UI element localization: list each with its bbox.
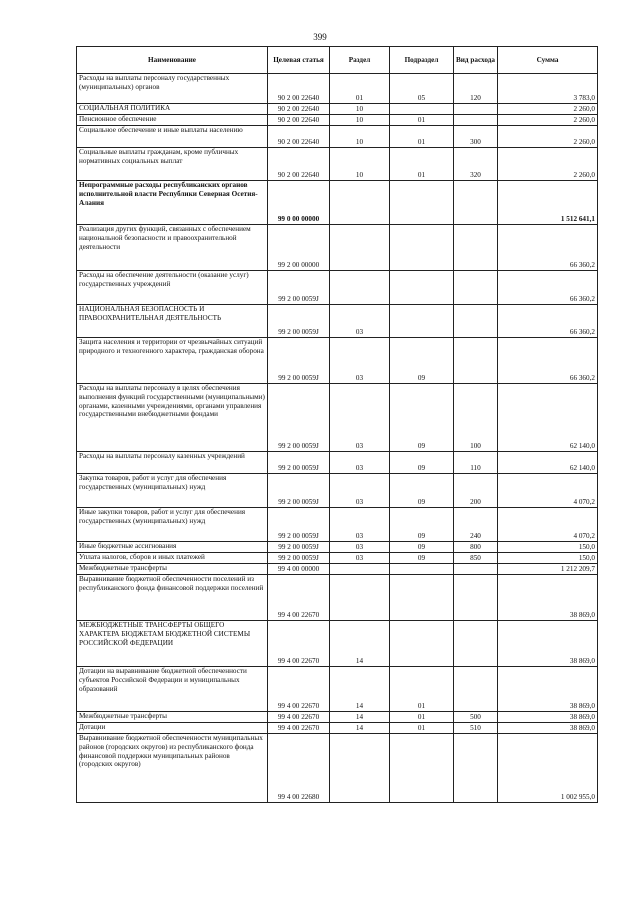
row-sum: 2 260,0 [498, 104, 598, 115]
row-type [454, 181, 498, 225]
row-name: Уплата налогов, сборов и иных платежей [77, 553, 268, 564]
row-type [454, 338, 498, 384]
row-section: 10 [330, 115, 390, 126]
row-target: 99 4 00 22670 [268, 723, 330, 734]
row-type [454, 621, 498, 667]
row-sum: 38 869,0 [498, 667, 598, 712]
table-row [77, 104, 598, 115]
row-section [330, 564, 390, 575]
header-subsection: Подраздел [390, 47, 454, 74]
row-type [454, 667, 498, 712]
row-type: 500 [454, 712, 498, 723]
row-type: 850 [454, 553, 498, 564]
row-sum: 1 512 641,1 [498, 181, 598, 225]
row-name: Защита населения и территории от чрезвычайных ситуаций природного и техногенного характера, гражданская оборона [77, 338, 268, 384]
row-sum: 38 869,0 [498, 621, 598, 667]
row-target: 90 2 00 22640 [268, 115, 330, 126]
row-name: Социальное обеспечение и иные выплаты населению [77, 126, 268, 148]
budget-table [76, 46, 598, 803]
row-subsection: 09 [390, 474, 454, 508]
row-section: 03 [330, 508, 390, 542]
table-row [77, 452, 598, 474]
header-section: Раздел [330, 47, 390, 74]
row-subsection: 01 [390, 126, 454, 148]
row-section: 03 [330, 338, 390, 384]
row-sum: 66 360,2 [498, 305, 598, 338]
row-target: 99 2 00 00000 [268, 225, 330, 271]
row-name: Иные закупки товаров, работ и услуг для обеспечения государственных (муниципальных) нужд [77, 508, 268, 542]
header-target-article: Целевая статья [268, 47, 330, 74]
table-row [77, 74, 598, 104]
table-row [77, 474, 598, 508]
row-sum: 1 002 955,0 [498, 734, 598, 803]
table-row [77, 338, 598, 384]
row-sum: 62 140,0 [498, 452, 598, 474]
row-subsection: 09 [390, 542, 454, 553]
row-subsection: 09 [390, 452, 454, 474]
row-type: 200 [454, 474, 498, 508]
row-subsection [390, 271, 454, 305]
row-section: 10 [330, 148, 390, 181]
row-subsection [390, 734, 454, 803]
header-name: Наименование [77, 47, 268, 74]
row-type [454, 271, 498, 305]
row-section: 10 [330, 104, 390, 115]
row-target: 90 2 00 22640 [268, 126, 330, 148]
row-target: 99 4 00 22670 [268, 621, 330, 667]
row-subsection [390, 564, 454, 575]
table-row [77, 564, 598, 575]
row-section: 03 [330, 305, 390, 338]
row-target: 99 2 00 0059J [268, 384, 330, 452]
row-type [454, 575, 498, 621]
row-subsection [390, 181, 454, 225]
row-section [330, 181, 390, 225]
row-section [330, 271, 390, 305]
row-type: 300 [454, 126, 498, 148]
row-type [454, 734, 498, 803]
row-section [330, 575, 390, 621]
row-subsection: 09 [390, 338, 454, 384]
row-subsection: 09 [390, 384, 454, 452]
row-name: МЕЖБЮДЖЕТНЫЕ ТРАНСФЕРТЫ ОБЩЕГО ХАРАКТЕРА БЮДЖЕТАМ БЮДЖЕТНОЙ СИСТЕМЫ РОССИЙСКОЙ ФЕДЕРАЦИИ [77, 621, 268, 667]
table-header-row [77, 47, 598, 74]
row-section: 03 [330, 542, 390, 553]
row-name: Расходы на выплаты персоналу в целях обеспечения выполнения функций государственными (муниципальными) органами, казенными учреждениями, органами управления государственными внебюджетными фондами [77, 384, 268, 452]
row-sum: 38 869,0 [498, 712, 598, 723]
row-target: 99 4 00 22670 [268, 712, 330, 723]
row-section: 03 [330, 553, 390, 564]
row-type: 100 [454, 384, 498, 452]
table-row [77, 115, 598, 126]
table-row [77, 384, 598, 452]
row-sum: 62 140,0 [498, 384, 598, 452]
row-name: Иные бюджетные ассигнования [77, 542, 268, 553]
row-type: 120 [454, 74, 498, 104]
row-sum: 66 360,2 [498, 338, 598, 384]
row-section: 03 [330, 384, 390, 452]
row-type: 510 [454, 723, 498, 734]
row-subsection [390, 621, 454, 667]
row-target: 99 2 00 0059J [268, 305, 330, 338]
row-type [454, 115, 498, 126]
row-target: 99 2 00 0059J [268, 508, 330, 542]
row-sum: 2 260,0 [498, 126, 598, 148]
row-section: 01 [330, 74, 390, 104]
row-subsection [390, 104, 454, 115]
row-subsection: 09 [390, 508, 454, 542]
row-sum: 3 783,0 [498, 74, 598, 104]
row-name: Непрограммные расходы республиканских органов исполнительной власти Республики Северная Осетия-Алания [77, 181, 268, 225]
row-name: Межбюджетные трансферты [77, 712, 268, 723]
row-target: 90 2 00 22640 [268, 74, 330, 104]
table-row [77, 225, 598, 271]
row-name: Пенсионное обеспечение [77, 115, 268, 126]
row-name: Реализация других функций, связанных с обеспечением национальной безопасности и правоохранительной деятельности [77, 225, 268, 271]
row-type [454, 225, 498, 271]
row-section: 10 [330, 126, 390, 148]
row-name: СОЦИАЛЬНАЯ ПОЛИТИКА [77, 104, 268, 115]
row-subsection: 05 [390, 74, 454, 104]
row-section: 14 [330, 723, 390, 734]
row-subsection: 01 [390, 712, 454, 723]
row-type [454, 305, 498, 338]
table-row [77, 553, 598, 564]
row-name: Закупка товаров, работ и услуг для обеспечения государственных (муниципальных) нужд [77, 474, 268, 508]
row-target: 99 4 00 22670 [268, 575, 330, 621]
table-row [77, 305, 598, 338]
row-name: Социальные выплаты гражданам, кроме публичных нормативных социальных выплат [77, 148, 268, 181]
row-type: 800 [454, 542, 498, 553]
table-row [77, 712, 598, 723]
row-section [330, 225, 390, 271]
row-target: 99 2 00 0059J [268, 542, 330, 553]
row-subsection: 01 [390, 667, 454, 712]
row-target: 99 2 00 0059J [268, 338, 330, 384]
table-row [77, 575, 598, 621]
row-target: 99 4 00 00000 [268, 564, 330, 575]
row-sum: 2 260,0 [498, 115, 598, 126]
row-subsection [390, 225, 454, 271]
row-name: Дотации [77, 723, 268, 734]
row-name: Расходы на обеспечение деятельности (оказание услуг) государственных учреждений [77, 271, 268, 305]
row-type: 110 [454, 452, 498, 474]
row-section [330, 734, 390, 803]
row-sum: 66 360,2 [498, 271, 598, 305]
row-sum: 1 212 209,7 [498, 564, 598, 575]
row-section: 14 [330, 667, 390, 712]
row-target: 99 2 00 0059J [268, 474, 330, 508]
row-sum: 4 070,2 [498, 508, 598, 542]
row-subsection [390, 575, 454, 621]
row-section: 14 [330, 712, 390, 723]
table-row [77, 621, 598, 667]
row-section: 03 [330, 474, 390, 508]
header-expense-type: Вид расхода [454, 47, 498, 74]
row-name: НАЦИОНАЛЬНАЯ БЕЗОПАСНОСТЬ И ПРАВООХРАНИТЕЛЬНАЯ ДЕЯТЕЛЬНОСТЬ [77, 305, 268, 338]
row-sum: 38 869,0 [498, 723, 598, 734]
row-section: 03 [330, 452, 390, 474]
table-row [77, 148, 598, 181]
row-sum: 66 360,2 [498, 225, 598, 271]
table-row [77, 667, 598, 712]
row-subsection: 01 [390, 148, 454, 181]
row-name: Межбюджетные трансферты [77, 564, 268, 575]
row-sum: 2 260,0 [498, 148, 598, 181]
row-target: 99 0 00 00000 [268, 181, 330, 225]
row-name: Расходы на выплаты персоналу казенных учреждений [77, 452, 268, 474]
page-number: 399 [313, 32, 327, 42]
row-target: 99 2 00 0059J [268, 553, 330, 564]
row-name: Выравнивание бюджетной обеспеченности поселений из республиканского фонда финансовой поддержки поселений [77, 575, 268, 621]
row-name: Дотации на выравнивание бюджетной обеспеченности субъектов Российской Федерации и муниципальных образований [77, 667, 268, 712]
table-row [77, 734, 598, 803]
row-target: 99 4 00 22680 [268, 734, 330, 803]
row-type: 240 [454, 508, 498, 542]
row-target: 90 2 00 22640 [268, 104, 330, 115]
row-section: 14 [330, 621, 390, 667]
row-subsection: 01 [390, 115, 454, 126]
row-sum: 150,0 [498, 553, 598, 564]
row-sum: 38 869,0 [498, 575, 598, 621]
table-row [77, 542, 598, 553]
row-target: 99 2 00 0059J [268, 452, 330, 474]
row-subsection: 01 [390, 723, 454, 734]
row-target: 99 2 00 0059J [268, 271, 330, 305]
row-target: 90 2 00 22640 [268, 148, 330, 181]
header-sum: Сумма [498, 47, 598, 74]
row-name: Выравнивание бюджетной обеспеченности муниципальных районов (городских округов) из республиканского фонда финансовой поддержки муниципальных районов (городских округов) [77, 734, 268, 803]
row-sum: 150,0 [498, 542, 598, 553]
row-target: 99 4 00 22670 [268, 667, 330, 712]
row-sum: 4 070,2 [498, 474, 598, 508]
table-row [77, 508, 598, 542]
row-subsection [390, 305, 454, 338]
table-row [77, 723, 598, 734]
row-name: Расходы на выплаты персоналу государственных (муниципальных) органов [77, 74, 268, 104]
table-row [77, 181, 598, 225]
table-row [77, 271, 598, 305]
row-type [454, 104, 498, 115]
row-type [454, 564, 498, 575]
row-type: 320 [454, 148, 498, 181]
row-subsection: 09 [390, 553, 454, 564]
table-row [77, 126, 598, 148]
